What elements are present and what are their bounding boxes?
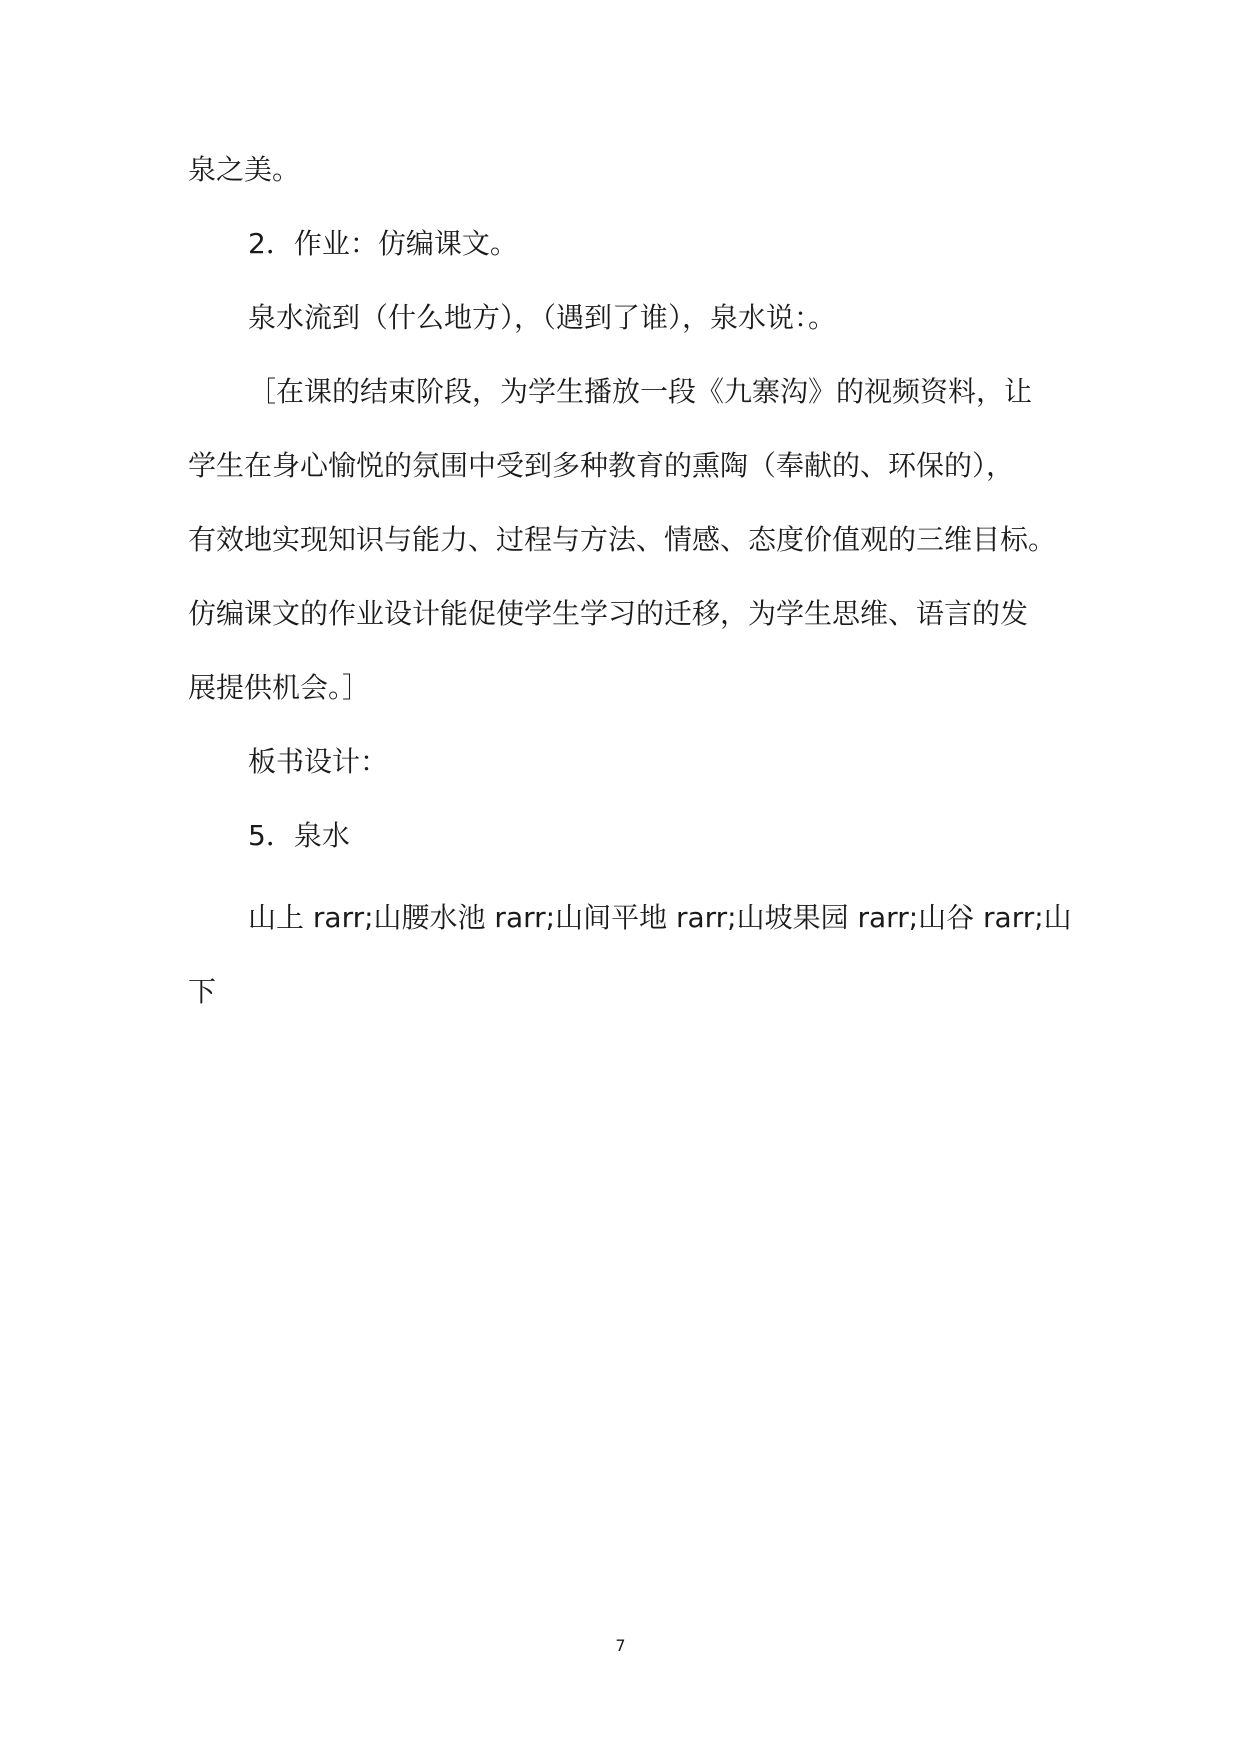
paragraph-line: 泉之美。 (188, 153, 301, 186)
page-number: 7 (615, 1636, 626, 1655)
commentary-line: 展提供机会。］ (188, 671, 371, 704)
commentary-line: 仿编课文的作业设计能促使学生学习的迁移，为学生思维、语言的发 (188, 597, 1029, 630)
board-design-flow: 山上 rarr;山腰水池 rarr;山间平地 rarr;山坡果园 rarr;山谷 rarr;山 (248, 901, 1072, 934)
board-design-title: 5．泉水 (248, 819, 350, 852)
homework-heading: 2．作业：仿编课文。 (248, 227, 518, 260)
commentary-line: 有效地实现知识与能力、过程与方法、情感、态度价值观的三维目标。 (188, 523, 1057, 556)
board-design-flow-end: 下 (188, 975, 217, 1008)
commentary-line: ［在课的结束阶段，为学生播放一段《九寨沟》的视频资料，让 (248, 375, 1033, 408)
homework-prompt: 泉水流到（什么地方），（遇到了谁），泉水说：。 (248, 301, 837, 334)
commentary-line: 学生在身心愉悦的氛围中受到多种教育的熏陶（奉献的、环保的）， (188, 449, 1015, 482)
board-design-heading: 板书设计： (248, 745, 389, 778)
